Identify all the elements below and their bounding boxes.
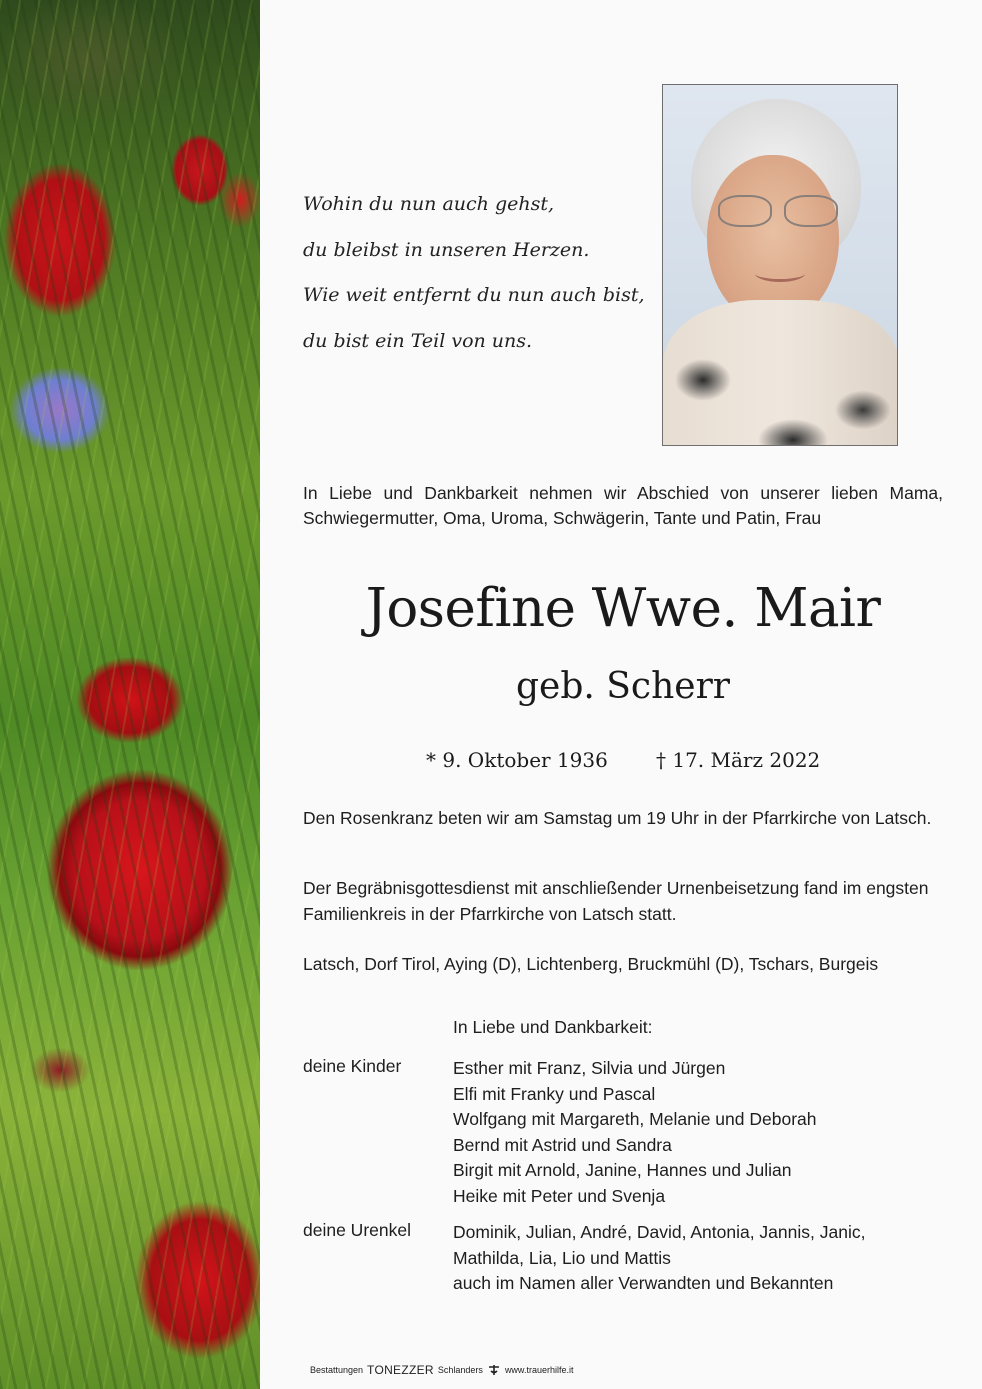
great-grandchildren-label: deine Urenkel (303, 1220, 411, 1240)
poem (303, 182, 643, 364)
footer-town: Schlanders (437, 1365, 483, 1375)
birth-date: * 9. Oktober 1936 (426, 748, 608, 772)
trauerhilfe-logo-icon (487, 1364, 501, 1376)
portrait-glasses (718, 195, 838, 227)
list-item: Elfi mit Franky und Pascal (453, 1083, 656, 1104)
footer-prefix: Bestattungen (310, 1365, 364, 1375)
rosary-notice: Den Rosenkranz beten wir am Samstag um 19 Uhr in der Pfarrkirche von Latsch. (303, 808, 932, 828)
list-item: Dominik, Julian, André, David, Antonia, Jannis, Janic, (453, 1222, 866, 1242)
list-item: Bernd mit Astrid und Sandra (453, 1134, 672, 1155)
poem-line: du bleibst in unseren Herzen. (303, 238, 590, 261)
poem-line: Wohin du nun auch gehst, (303, 193, 555, 215)
list-item: Esther mit Franz, Silvia und Jürgen (453, 1058, 726, 1078)
poem-line: Wie weit entfernt du nun auch bist, (303, 284, 645, 306)
poem-line: du bist ein Teil von uns. (303, 329, 533, 352)
portrait-smile (755, 265, 805, 282)
list-item: Birgit mit Arnold, Janine, Hannes und Julian (453, 1160, 792, 1180)
intro-text: In Liebe und Dankbarkeit nehmen wir Abschied von unserer lieben Mama, Schwiegermutter, Oma, Uroma, Schwägerin, Tante und Patin, Frau (303, 483, 943, 528)
maiden-name: geb. Scherr (515, 666, 730, 707)
portrait-photo (662, 84, 898, 446)
places-list: Latsch, Dorf Tirol, Aying (D), Lichtenberg, Bruckmühl (D), Tschars, Burgeis (303, 954, 879, 974)
footer-website: www.trauerhilfe.it (504, 1365, 574, 1375)
footer-brand: TONEZZER (367, 1363, 434, 1377)
footer (310, 1363, 573, 1377)
funeral-notice: Der Begräbnisgottesdienst mit anschließender Urnenbeisetzung fand im engsten Familienkreis in der Pfarrkirche von Latsch statt. (303, 878, 929, 924)
children-list (453, 1056, 953, 1209)
flower-photo-strip (0, 0, 260, 1389)
great-grandchildren-list (453, 1220, 953, 1297)
children-label: deine Kinder (303, 1056, 402, 1076)
portrait-clothing (663, 300, 898, 446)
list-item: auch im Namen aller Verwandten und Bekannten (453, 1273, 834, 1293)
thanks-line: In Liebe und Dankbarkeit: (453, 1017, 653, 1037)
list-item: Heike mit Peter und Svenja (453, 1185, 666, 1206)
list-item: Mathilda, Lia, Lio und Mattis (453, 1247, 671, 1268)
deceased-name: Josefine Wwe. Mair (365, 578, 881, 639)
list-item: Wolfgang mit Margareth, Melanie und Deborah (453, 1109, 817, 1129)
death-date: † 17. März 2022 (656, 748, 821, 772)
